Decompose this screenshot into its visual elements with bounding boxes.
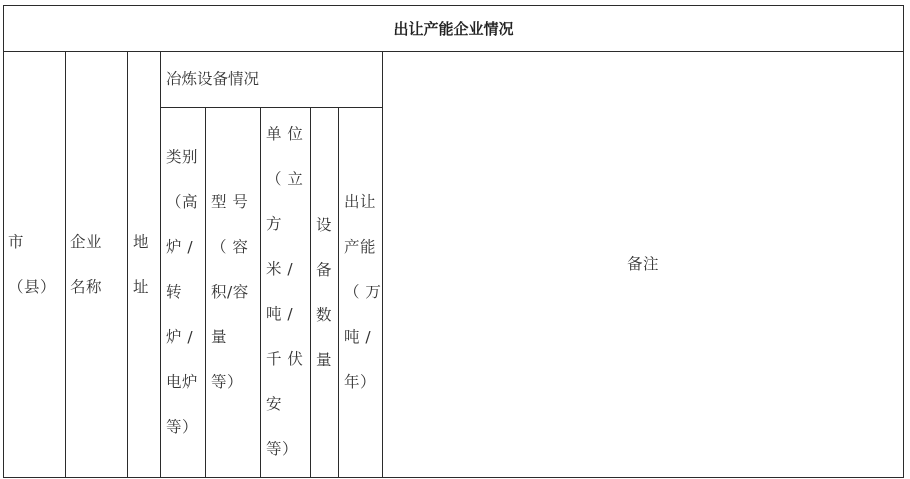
header-company-name: 企业 名称 xyxy=(70,233,103,296)
header-unit: 单 位 （ 立 方 米 / 吨 / 千 伏 安 等） xyxy=(266,125,304,458)
subcol-divider-3 xyxy=(310,107,311,478)
title-divider xyxy=(3,51,904,52)
header-category: 类别 （高 炉 / 转 炉 / 电炉 等） xyxy=(166,148,199,436)
table-border-right xyxy=(903,5,904,478)
subcol-divider-4 xyxy=(338,107,339,478)
subcol-divider-2 xyxy=(260,107,261,478)
col-divider-2 xyxy=(127,51,128,478)
col-divider-1 xyxy=(65,51,66,478)
subcol-divider-1 xyxy=(205,107,206,478)
header-equipment-count: 设 备 数 量 xyxy=(316,216,333,369)
header-equipment-group: 冶炼设备情况 xyxy=(166,70,260,88)
header-address: 地 址 xyxy=(133,233,150,296)
header-model: 型 号 （ 容 积/容 量 等） xyxy=(211,193,249,391)
header-remarks: 备注 xyxy=(626,255,659,273)
group-divider xyxy=(160,107,383,108)
table-border-bottom xyxy=(3,477,904,478)
header-transfer-capacity: 出让 产能 （ 万 吨 / 年） xyxy=(344,193,382,391)
table-border-left xyxy=(3,5,4,478)
header-city: 市 （县） xyxy=(8,233,57,296)
col-divider-3 xyxy=(160,51,161,478)
table-title: 出让产能企业情况 xyxy=(393,20,514,38)
